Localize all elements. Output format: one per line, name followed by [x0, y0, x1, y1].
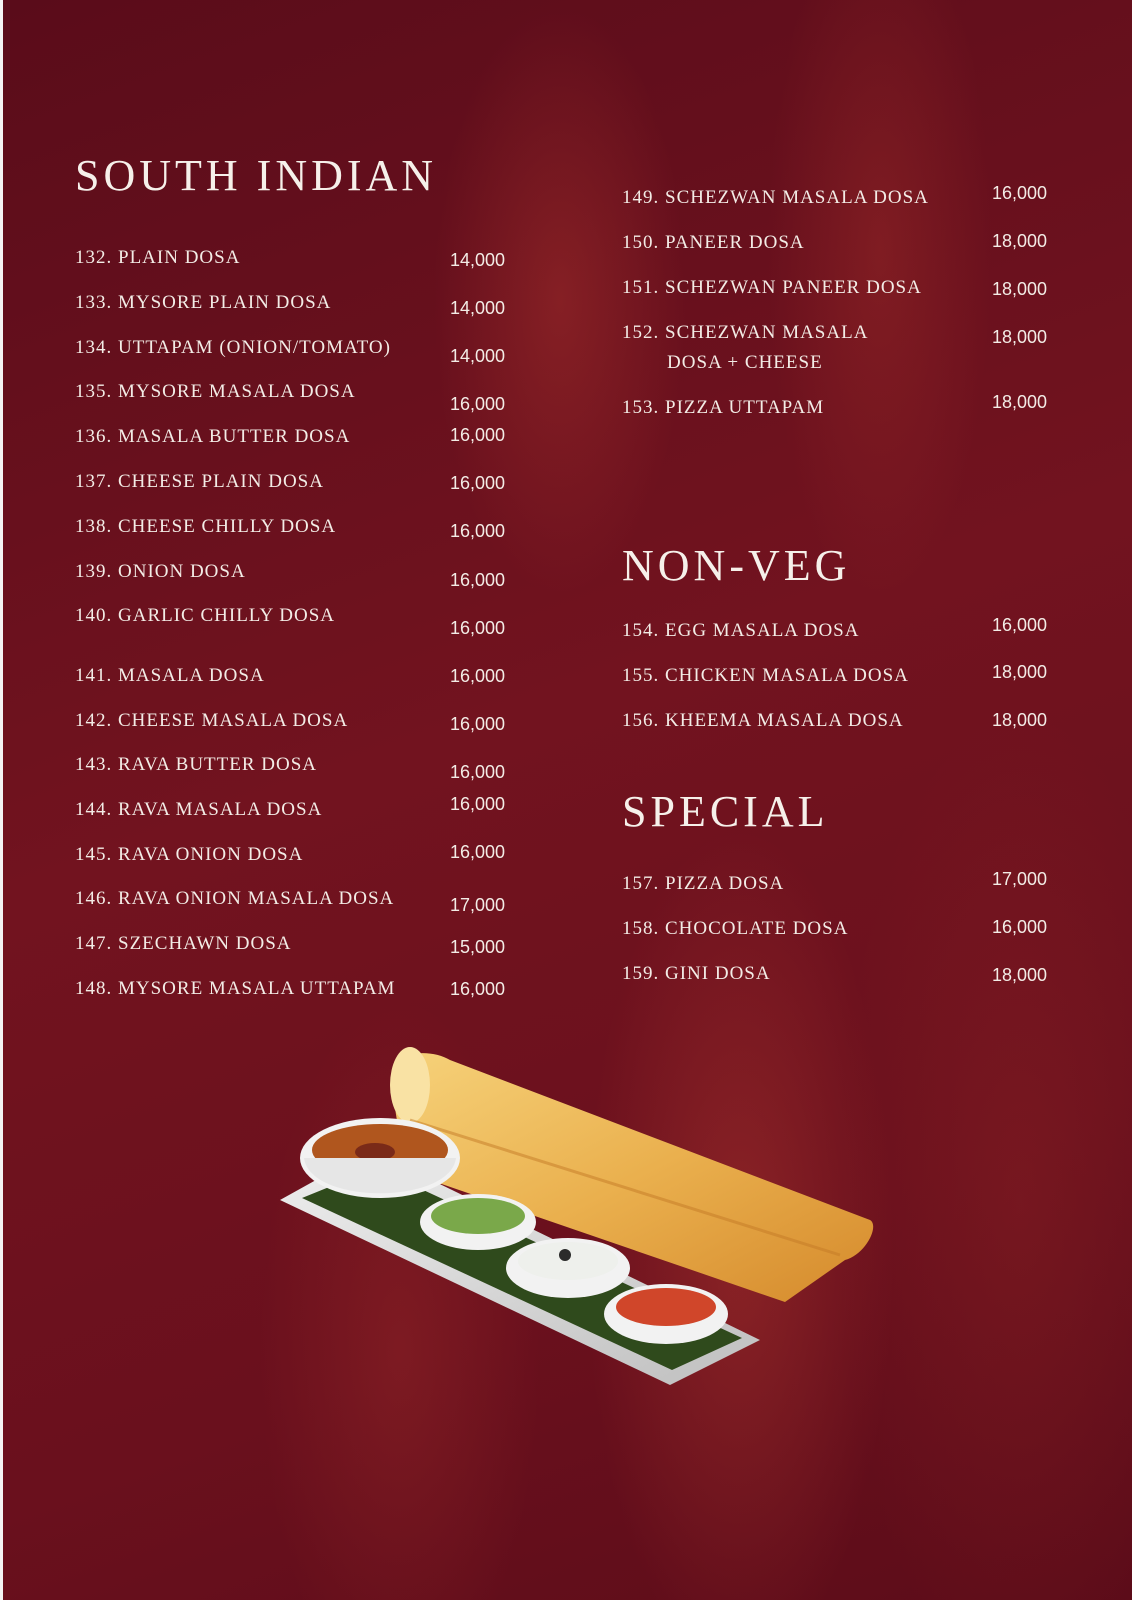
- menu-item-price: 16,000: [992, 615, 1048, 635]
- menu-item-price: 16,000: [450, 425, 506, 445]
- menu-item-label: 148. MYSORE MASALA UTTAPAM: [75, 978, 396, 999]
- section-title-special: SPECIAL: [622, 787, 829, 836]
- menu-item-price: 16,000: [450, 714, 506, 734]
- menu-item-price: 14,000: [450, 298, 506, 318]
- menu-item-label: 139. ONION DOSA: [75, 561, 246, 582]
- menu-item-label: 154. EGG MASALA DOSA: [622, 620, 860, 641]
- menu-item-price: 18,000: [992, 392, 1048, 412]
- menu-item-price: 14,000: [450, 346, 506, 366]
- dosa-plate-image: [280, 1040, 900, 1420]
- menu-item-price: 18,000: [992, 710, 1048, 730]
- menu-item-label: 155. CHICKEN MASALA DOSA: [622, 665, 909, 686]
- menu-item-label: 159. GINI DOSA: [622, 963, 771, 984]
- menu-item-price: 16,000: [450, 794, 506, 814]
- menu-item-price: 16,000: [450, 473, 506, 493]
- section-title-south-indian: SOUTH INDIAN: [75, 151, 438, 200]
- menu-item-label: 152. SCHEZWAN MASALA: [622, 322, 869, 343]
- menu-item-label: 141. MASALA DOSA: [75, 665, 265, 686]
- menu-item-label: 142. CHEESE MASALA DOSA: [75, 710, 349, 731]
- menu-item-price: 17,000: [450, 895, 506, 915]
- menu-item-label: 135. MYSORE MASALA DOSA: [75, 381, 356, 402]
- menu-item-price: 17,000: [992, 869, 1048, 889]
- menu-item-price: 18,000: [992, 327, 1048, 347]
- menu-item-price: 18,000: [992, 279, 1048, 299]
- menu-item-price: 16,000: [450, 570, 506, 590]
- menu-item-price: 16,000: [450, 394, 506, 414]
- menu-item-price: 16,000: [450, 979, 506, 999]
- menu-item-price: 16,000: [450, 762, 506, 782]
- menu-item-label: 143. RAVA BUTTER DOSA: [75, 754, 318, 775]
- menu-item-label: 140. GARLIC CHILLY DOSA: [75, 605, 335, 626]
- menu-item-label: 153. PIZZA UTTAPAM: [622, 397, 825, 418]
- menu-item-price: 16,000: [450, 618, 506, 638]
- menu-item-label: 144. RAVA MASALA DOSA: [75, 799, 323, 820]
- menu-item-label-continued: DOSA + CHEESE: [667, 352, 823, 373]
- menu-item-label: 132. PLAIN DOSA: [75, 247, 241, 268]
- menu-item-label: 145. RAVA ONION DOSA: [75, 844, 304, 865]
- page-left-border: [0, 0, 3, 1600]
- menu-item-label: 147. SZECHAWN DOSA: [75, 933, 292, 954]
- menu-item-label: 138. CHEESE CHILLY DOSA: [75, 516, 337, 537]
- menu-item-price: 18,000: [992, 662, 1048, 682]
- menu-item-label: 158. CHOCOLATE DOSA: [622, 918, 849, 939]
- menu-item-label: 156. KHEEMA MASALA DOSA: [622, 710, 904, 731]
- menu-item-price: 16,000: [450, 666, 506, 686]
- menu-item-price: 16,000: [450, 842, 506, 862]
- menu-item-price: 15,000: [450, 937, 506, 957]
- menu-item-price: 14,000: [450, 250, 506, 270]
- menu-item-price: 16,000: [992, 183, 1048, 203]
- menu-item-label: 146. RAVA ONION MASALA DOSA: [75, 888, 395, 909]
- menu-item-price: 16,000: [450, 521, 506, 541]
- menu-item-label: 157. PIZZA DOSA: [622, 873, 785, 894]
- menu-item-label: 133. MYSORE PLAIN DOSA: [75, 292, 332, 313]
- menu-item-label: 149. SCHEZWAN MASALA DOSA: [622, 187, 929, 208]
- menu-item-price: 18,000: [992, 965, 1048, 985]
- section-title-non-veg: NON-VEG: [622, 541, 851, 590]
- menu-item-label: 137. CHEESE PLAIN DOSA: [75, 471, 324, 492]
- menu-item-label: 136. MASALA BUTTER DOSA: [75, 426, 351, 447]
- menu-item-price: 16,000: [992, 917, 1048, 937]
- menu-item-price: 18,000: [992, 231, 1048, 251]
- menu-item-label: 134. UTTAPAM (ONION/TOMATO): [75, 337, 391, 358]
- menu-item-label: 150. PANEER DOSA: [622, 232, 805, 253]
- menu-item-label: 151. SCHEZWAN PANEER DOSA: [622, 277, 922, 298]
